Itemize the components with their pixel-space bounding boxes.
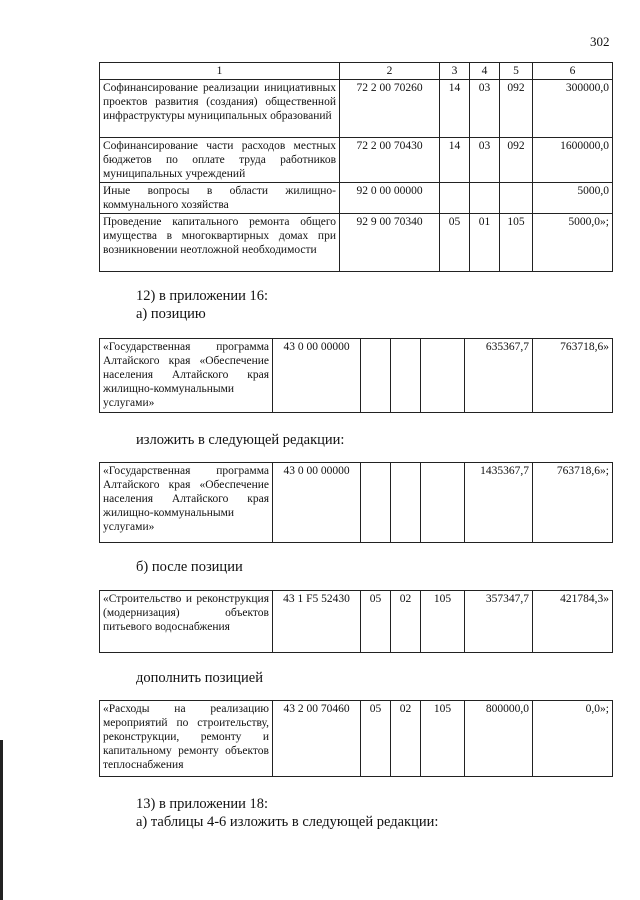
row-amount-1: 357347,7 xyxy=(465,591,533,653)
row-section xyxy=(440,183,470,214)
position-table-new xyxy=(99,462,613,543)
row-amount-1: 800000,0 xyxy=(465,701,533,777)
row-code: 72 2 00 70260 xyxy=(340,80,440,138)
row-amount: 5000,0 xyxy=(533,183,613,214)
row-amount-1: 635367,7 xyxy=(465,339,533,413)
paragraph-appendix-18: 13) в приложении 18: xyxy=(136,796,269,812)
budget-table-main xyxy=(99,62,613,272)
paragraph-add-position: дополнить позицией xyxy=(136,670,263,686)
row-type: 105 xyxy=(421,701,465,777)
row-type: 105 xyxy=(500,214,533,272)
table-row xyxy=(100,701,613,777)
row-amount-2: 763718,6» xyxy=(533,339,613,413)
column-header: 5 xyxy=(500,63,533,80)
position-table-reference xyxy=(99,590,613,653)
table-row xyxy=(100,80,613,138)
table-row xyxy=(100,138,613,183)
column-header: 6 xyxy=(533,63,613,80)
row-section: 05 xyxy=(361,701,391,777)
table-header-row xyxy=(100,63,613,80)
paragraph-new-edition: изложить в следующей редакции: xyxy=(136,432,345,448)
row-amount-2: 0,0»; xyxy=(533,701,613,777)
scan-edge-bar xyxy=(0,740,3,900)
position-table-added xyxy=(99,700,613,777)
row-code: 43 1 F5 52430 xyxy=(273,591,361,653)
row-type: 092 xyxy=(500,80,533,138)
row-name: Проведение капитального ремонта общего имущества в многоквартирных домах при возникновении неотложной необходимости xyxy=(100,214,340,272)
paragraph-appendix-16: 12) в приложении 16: xyxy=(136,288,269,304)
row-subsection xyxy=(391,463,421,543)
row-amount-2: 763718,6»; xyxy=(533,463,613,543)
row-amount: 1600000,0 xyxy=(533,138,613,183)
table-row xyxy=(100,463,613,543)
table-row xyxy=(100,214,613,272)
row-amount-2: 421784,3» xyxy=(533,591,613,653)
column-header: 1 xyxy=(100,63,340,80)
table-row xyxy=(100,339,613,413)
row-type xyxy=(421,463,465,543)
column-header: 2 xyxy=(340,63,440,80)
row-amount: 300000,0 xyxy=(533,80,613,138)
row-code: 43 0 00 00000 xyxy=(273,463,361,543)
row-name: «Государственная программа Алтайского края «Обеспечение населения Алтайского края жилищно-коммунальными услугами» xyxy=(100,463,273,543)
row-section xyxy=(361,339,391,413)
row-code: 92 9 00 70340 xyxy=(340,214,440,272)
row-code: 43 0 00 00000 xyxy=(273,339,361,413)
row-type xyxy=(421,339,465,413)
row-section: 14 xyxy=(440,80,470,138)
row-subsection xyxy=(470,183,500,214)
row-type xyxy=(500,183,533,214)
column-header: 3 xyxy=(440,63,470,80)
row-name: Софинансирование реализации инициативных проектов развития (создания) общественной инфраструктуры муниципальных образований xyxy=(100,80,340,138)
row-code: 72 2 00 70430 xyxy=(340,138,440,183)
row-name: «Расходы на реализацию мероприятий по строительству, реконструкции, ремонту и капитальному ремонту объектов теплоснабжения xyxy=(100,701,273,777)
paragraph-tables-4-6: а) таблицы 4-6 изложить в следующей редакции: xyxy=(136,814,439,830)
row-section xyxy=(361,463,391,543)
row-subsection xyxy=(391,339,421,413)
row-section: 05 xyxy=(361,591,391,653)
paragraph-position-a: а) позицию xyxy=(136,306,206,322)
row-code: 43 2 00 70460 xyxy=(273,701,361,777)
row-subsection: 01 xyxy=(470,214,500,272)
row-subsection: 02 xyxy=(391,591,421,653)
row-section: 05 xyxy=(440,214,470,272)
row-type: 105 xyxy=(421,591,465,653)
row-code: 92 0 00 00000 xyxy=(340,183,440,214)
row-section: 14 xyxy=(440,138,470,183)
row-type: 092 xyxy=(500,138,533,183)
column-header: 4 xyxy=(470,63,500,80)
row-subsection: 02 xyxy=(391,701,421,777)
row-subsection: 03 xyxy=(470,80,500,138)
table-row xyxy=(100,183,613,214)
page-number: 302 xyxy=(590,34,610,49)
row-name: «Строительство и реконструкция (модернизация) объектов питьевого водоснабжения xyxy=(100,591,273,653)
row-amount-1: 1435367,7 xyxy=(465,463,533,543)
row-name: Иные вопросы в области жилищно-коммунального хозяйства xyxy=(100,183,340,214)
paragraph-after-position: б) после позиции xyxy=(136,559,243,575)
table-row xyxy=(100,591,613,653)
row-amount: 5000,0»; xyxy=(533,214,613,272)
row-name: «Государственная программа Алтайского края «Обеспечение населения Алтайского края жилищно-коммунальными услугами» xyxy=(100,339,273,413)
row-subsection: 03 xyxy=(470,138,500,183)
position-table-old xyxy=(99,338,613,413)
row-name: Софинансирование части расходов местных бюджетов по оплате труда работников муниципальных учреждений xyxy=(100,138,340,183)
